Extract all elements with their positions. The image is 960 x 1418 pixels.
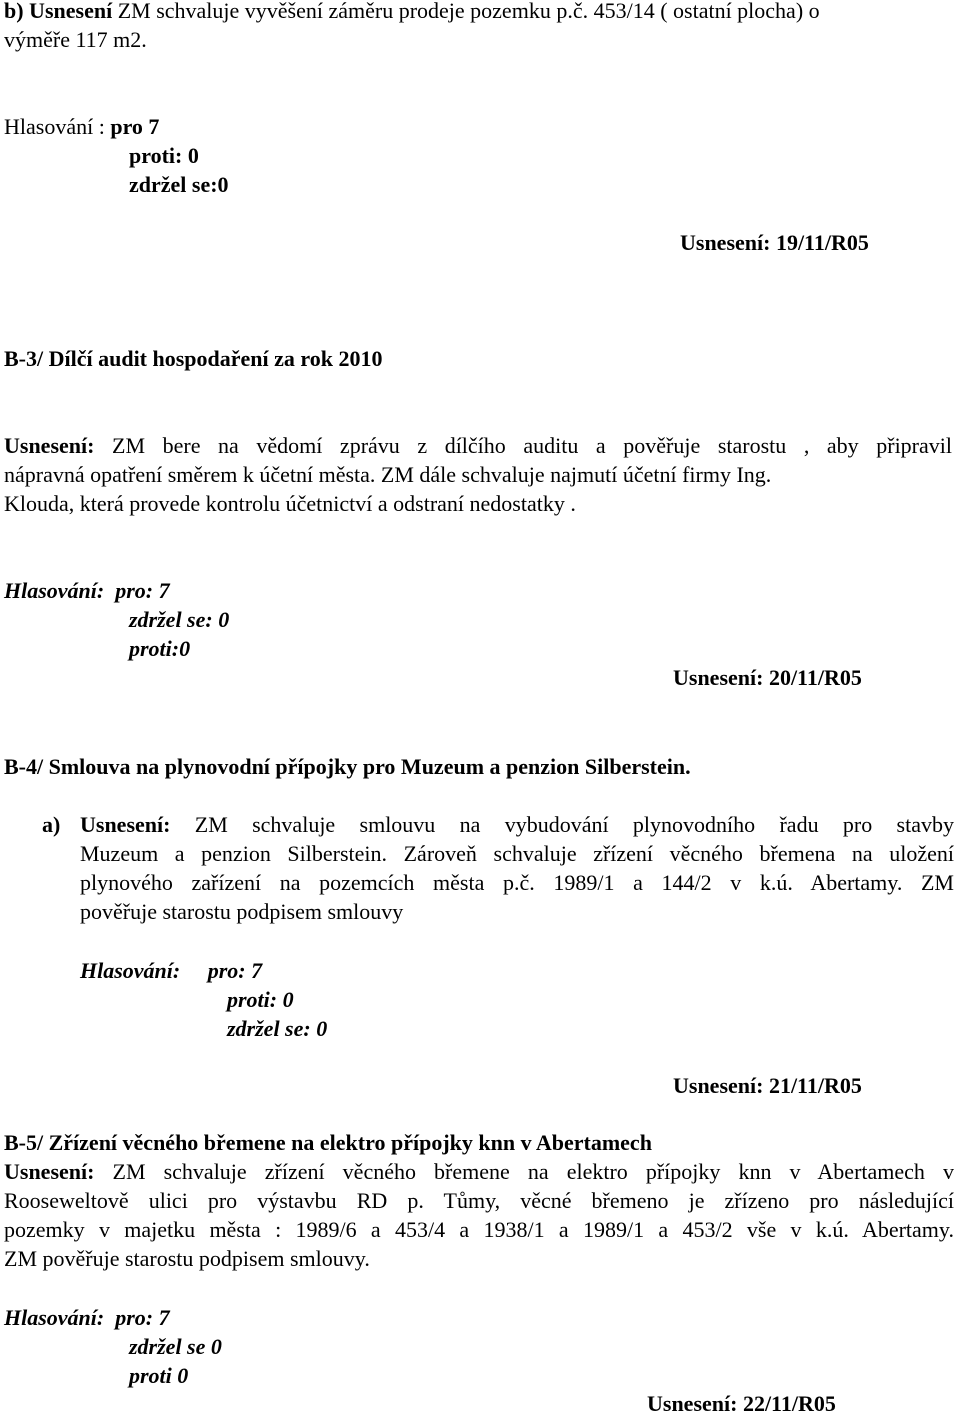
vote2-label: Hlasování: xyxy=(4,578,105,603)
b4-a-label: a) xyxy=(42,812,61,837)
vote4-label-line xyxy=(4,1303,170,1332)
b3-usneseni-label: Usnesení: xyxy=(4,433,95,458)
b5-line4: ZM pověřuje starostu podpisem smlouvy. xyxy=(4,1246,370,1271)
vote4-proti: proti 0 xyxy=(129,1363,189,1388)
vote1-pro: pro 7 xyxy=(110,114,160,139)
vote3-pro: pro: 7 xyxy=(207,958,263,983)
vote3-label: Hlasování: xyxy=(80,958,181,983)
vote3-zdrzel: zdržel se: 0 xyxy=(227,1016,328,1041)
b3-line1-text: ZM bere na vědomí zprávu z dílčího auditu a pověřuje starostu , aby připravil xyxy=(94,433,952,458)
b3-line2: nápravná opatření směrem k účetní města. ZM dále schvaluje najmutí účetní firmy Ing. xyxy=(4,462,772,487)
b4-line3: plynového zařízení na pozemcích města p.č. 1989/1 a 144/2 v k.ú. Abertamy. ZM xyxy=(80,870,954,895)
vote1-proti: proti: 0 xyxy=(129,143,199,168)
vote3-resolution-number: Usnesení: 21/11/R05 xyxy=(673,1073,862,1098)
resolution-b-line2: výměře 117 m2. xyxy=(4,27,147,52)
b4-usneseni-label: Usnesení: xyxy=(80,812,171,837)
b3-heading: B-3/ Dílčí audit hospodaření za rok 2010 xyxy=(4,346,383,371)
vote3-proti: proti: 0 xyxy=(227,987,294,1012)
b3-line1 xyxy=(4,431,952,460)
b4-heading: B-4/ Smlouva na plynovodní přípojky pro Muzeum a penzion Silberstein. xyxy=(4,754,691,779)
b4-line4: pověřuje starostu podpisem smlouvy xyxy=(80,899,404,924)
b4-line1-text: ZM schvaluje smlouvu na vybudování plynovodního řadu pro stavby xyxy=(194,812,954,837)
b5-heading: B-5/ Zřízení věcného břemene na elektro přípojky knn v Abertamech xyxy=(4,1130,652,1155)
b4-line2: Muzeum a penzion Silberstein. Zároveň schvaluje zřízení věcného břemena na uložení xyxy=(80,841,954,866)
vote4-resolution-number: Usnesení: 22/11/R05 xyxy=(647,1391,836,1416)
vote1-zdrzel: zdržel se:0 xyxy=(129,172,229,197)
vote1-resolution-number: Usnesení: 19/11/R05 xyxy=(680,230,869,255)
vote2-zdrzel: zdržel se: 0 xyxy=(129,607,230,632)
vote1-label-line xyxy=(4,112,159,141)
b3-line3: Klouda, která provede kontrolu účetnictví a odstraní nedostatky . xyxy=(4,491,576,516)
b5-usneseni-label: Usnesení: xyxy=(4,1159,95,1184)
vote4-pro: pro: 7 xyxy=(115,1305,170,1330)
resolution-b-bold: b) Usnesení xyxy=(4,0,113,23)
vote2-label-line xyxy=(4,576,170,605)
vote2-proti: proti:0 xyxy=(129,636,191,661)
vote2-pro: pro: 7 xyxy=(115,578,170,603)
vote2-resolution-number: Usnesení: 20/11/R05 xyxy=(673,665,862,690)
b4-line1 xyxy=(80,810,954,839)
resolution-b-text: ZM schvaluje vyvěšení záměru prodeje pozemku p.č. 453/14 ( ostatní plocha) o xyxy=(112,0,820,23)
b5-line1 xyxy=(4,1157,954,1186)
vote1-label: Hlasování : xyxy=(4,114,105,139)
vote4-label: Hlasování: xyxy=(4,1305,105,1330)
vote3-label-line xyxy=(80,956,262,985)
vote4-zdrzel: zdržel se 0 xyxy=(129,1334,222,1359)
resolution-b-line1 xyxy=(4,0,820,25)
b5-line3: pozemky v majetku města : 1989/6 a 453/4 a 1938/1 a 1989/1 a 453/2 vše v k.ú. Abertamy. xyxy=(4,1217,954,1242)
b5-line2: Rooseweltově ulici pro výstavbu RD p. Tůmy, věcné břemeno je zřízeno pro následující xyxy=(4,1188,954,1213)
b5-line1-text: ZM schvaluje zřízení věcného břemene na elektro přípojky knn v Abertamech v xyxy=(94,1159,954,1184)
